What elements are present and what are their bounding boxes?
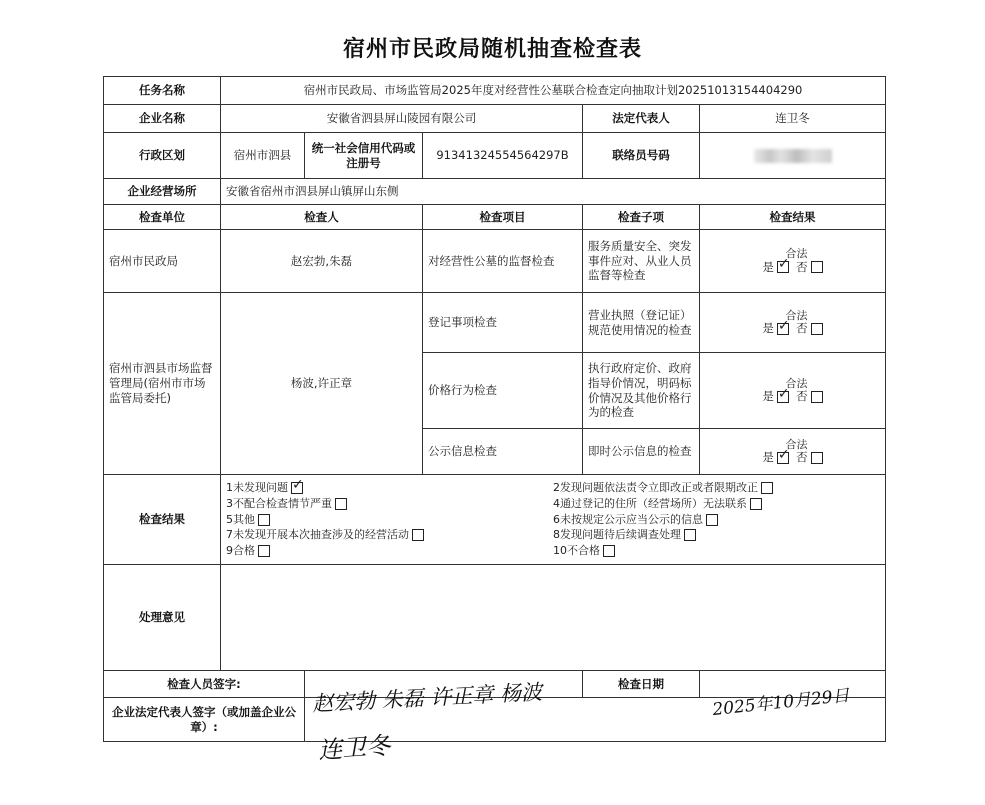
- conclusion-label: 检查结果: [104, 475, 221, 565]
- no-checkbox[interactable]: [811, 391, 823, 403]
- row-item: 公示信息检查: [423, 429, 583, 475]
- yes-checkbox[interactable]: [777, 261, 789, 273]
- option-text: 3不配合检查情节严重: [226, 497, 332, 511]
- option-checkbox[interactable]: [412, 529, 424, 541]
- no-text: 否: [796, 389, 808, 404]
- option-checkbox[interactable]: [684, 529, 696, 541]
- option-checkbox[interactable]: [335, 498, 347, 510]
- row-result: [700, 353, 886, 429]
- yes-checkbox[interactable]: [777, 323, 789, 335]
- no-text: 否: [796, 450, 808, 465]
- row-subitem: 营业执照（登记证）规范使用情况的检查: [583, 293, 700, 353]
- option-checkbox[interactable]: [603, 545, 615, 557]
- header-unit: 检查单位: [104, 205, 221, 230]
- inspection-date: 2025年10月29日: [711, 685, 851, 721]
- contact-label: 联络员号码: [583, 133, 700, 179]
- option-checkbox[interactable]: [258, 514, 270, 526]
- row-inspector: 杨波,许正章: [221, 293, 423, 475]
- opinion-value[interactable]: [221, 565, 886, 671]
- legal-rep-label: 法定代表人: [583, 105, 700, 133]
- no-checkbox[interactable]: [811, 323, 823, 335]
- yes-checkbox[interactable]: [777, 452, 789, 464]
- enterprise-label: 企业名称: [104, 105, 221, 133]
- option-checkbox[interactable]: [750, 498, 762, 510]
- row-result: [700, 429, 886, 475]
- signature-label: 检查人员签字:: [104, 671, 305, 698]
- conclusion-options: [221, 475, 886, 565]
- option-text: 7未发现开展本次抽查涉及的经营活动: [226, 528, 409, 542]
- legal-sign-label: 企业法定代表人签字（或加盖企业公章）:: [104, 698, 305, 742]
- region-value: 宿州市泗县: [221, 133, 305, 179]
- row-result: [700, 293, 886, 353]
- legal-text: 合法: [785, 247, 808, 261]
- row-item: 价格行为检查: [423, 353, 583, 429]
- region-label: 行政区划: [104, 133, 221, 179]
- date-label: 检查日期: [583, 671, 700, 698]
- legal-rep-value: 连卫冬: [700, 105, 886, 133]
- option-text: 5其他: [226, 512, 255, 526]
- yes-text: 是: [762, 259, 774, 274]
- option-checkbox[interactable]: [761, 482, 773, 494]
- header-subitem: 检查子项: [583, 205, 700, 230]
- no-text: 否: [796, 321, 808, 336]
- redacted-phone: [754, 149, 832, 163]
- inspection-form: [103, 76, 886, 742]
- row-subitem: 即时公示信息的检查: [583, 429, 700, 475]
- yes-checkbox[interactable]: [777, 391, 789, 403]
- header-inspector: 检查人: [221, 205, 423, 230]
- legal-rep-signature: 连卫冬: [317, 731, 392, 765]
- option-checkbox[interactable]: [258, 545, 270, 557]
- no-checkbox[interactable]: [811, 452, 823, 464]
- task-value: 宿州市民政局、市场监管局2025年度对经营性公墓联合检查定向抽取计划20251013154404290: [221, 77, 886, 105]
- row-subitem: 执行政府定价、政府指导价情况，明码标价情况及其他价格行为的检查: [583, 353, 700, 429]
- table-row: [104, 230, 886, 293]
- no-checkbox[interactable]: [811, 261, 823, 273]
- row-unit: 宿州市民政局: [104, 230, 221, 293]
- legal-text: 合法: [785, 376, 808, 390]
- address-label: 企业经营场所: [104, 179, 221, 205]
- row-inspector: 赵宏勃,朱磊: [221, 230, 423, 293]
- option-checkbox[interactable]: [291, 482, 303, 494]
- row-result: [700, 230, 886, 293]
- no-text: 否: [796, 259, 808, 274]
- row-item: 对经营性公墓的监督检查: [423, 230, 583, 293]
- legal-text: 合法: [785, 437, 808, 451]
- row-unit: 宿州市泗县市场监督管理局(宿州市市场监管局委托): [104, 293, 221, 475]
- option-text: 1未发现问题: [226, 481, 288, 495]
- credit-code-label: 统一社会信用代码或注册号: [305, 133, 423, 179]
- contact-value: [700, 133, 886, 179]
- enterprise-value: 安徽省泗县屏山陵园有限公司: [221, 105, 583, 133]
- row-item: 登记事项检查: [423, 293, 583, 353]
- inspector-signature: 赵宏勃 朱磊 许正章 杨波: [311, 679, 543, 717]
- option-text: 6未按规定公示应当公示的信息: [553, 512, 704, 526]
- credit-code-value: 91341324554564297B: [423, 133, 583, 179]
- option-text: 2发现问题依法责令立即改正或者限期改正: [553, 481, 759, 495]
- yes-text: 是: [762, 450, 774, 465]
- header-item: 检查项目: [423, 205, 583, 230]
- legal-text: 合法: [785, 308, 808, 322]
- opinion-label: 处理意见: [104, 565, 221, 671]
- page-title: 宿州市民政局随机抽查检查表: [342, 37, 642, 62]
- address-value: 安徽省宿州市泗县屏山镇屏山东侧: [221, 179, 886, 205]
- option-text: 4通过登记的住所（经营场所）无法联系: [553, 497, 748, 511]
- row-subitem: 服务质量安全、突发事件应对、从业人员监督等检查: [583, 230, 700, 293]
- option-text: 10不合格: [553, 543, 601, 557]
- option-text: 9合格: [226, 543, 255, 557]
- yes-text: 是: [762, 321, 774, 336]
- option-text: 8发现问题待后续调查处理: [553, 528, 682, 542]
- task-label: 任务名称: [104, 77, 221, 105]
- option-checkbox[interactable]: [706, 514, 718, 526]
- table-row: [104, 293, 886, 353]
- yes-text: 是: [762, 389, 774, 404]
- header-result: 检查结果: [700, 205, 886, 230]
